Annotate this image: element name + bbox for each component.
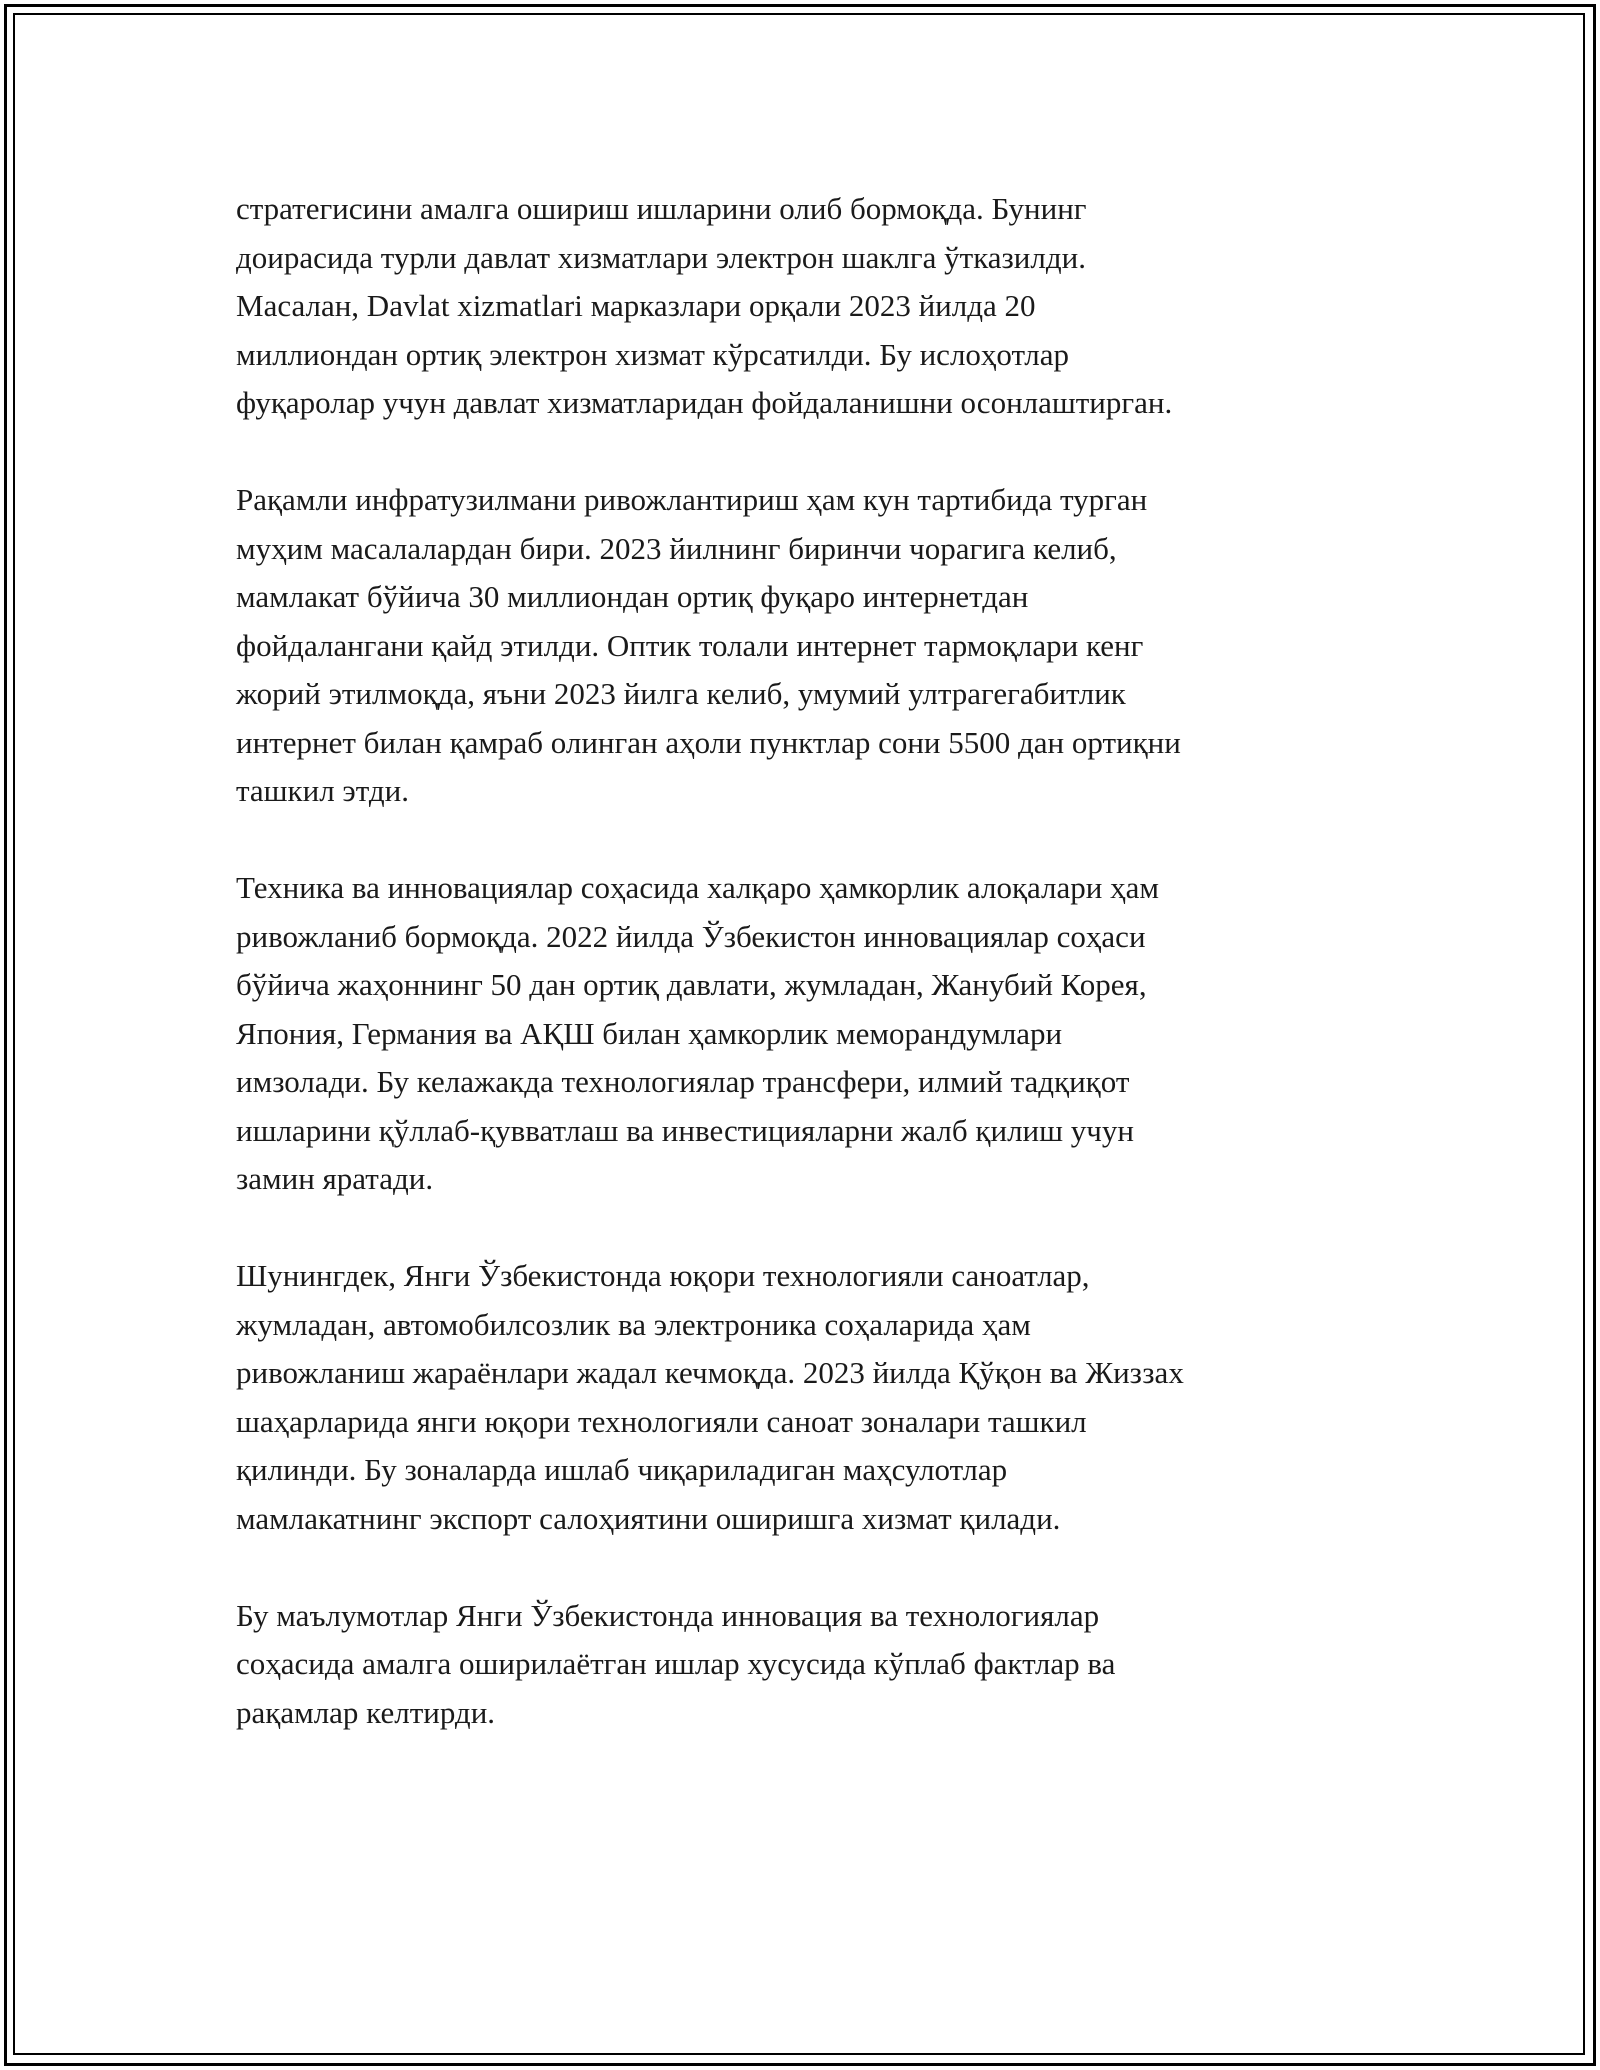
text-line: Шунингдек, Янги Ўзбекистонда юқори технологияли саноатлар, — [236, 1258, 1090, 1293]
text-line: Япония, Германия ва АҚШ билан ҳамкорлик меморандумлари — [236, 1015, 1063, 1051]
paragraph-2 — [236, 476, 1376, 816]
text-line: фойдалангани қайд этилди. Оптик толали интернет тармоқлари кенг — [236, 627, 1144, 663]
paragraph-4 — [236, 1252, 1376, 1543]
text-line: муҳим масалалардан бири. 2023 йилнинг биринчи чорагига келиб, — [236, 530, 1117, 566]
text-line: қилинди. Бу зоналарда ишлаб чиқариладиган маҳсулотлар — [236, 1452, 1008, 1487]
text-line: соҳасида амалга оширилаётган ишлар хусусида кўплаб фактлар ва — [236, 1646, 1116, 1681]
paragraph-5 — [236, 1592, 1376, 1738]
text-line: мамлакат бўйича 30 миллиондан ортиқ фуқаро интернетдан — [236, 579, 1029, 614]
text-line: интернет билан қамраб олинган аҳоли пунктлар сони 5500 дан ортиқни — [236, 724, 1181, 760]
text-line: ривожланиб бормоқда. 2022 йилда Ўзбекистон инновациялар соҳаси — [236, 918, 1146, 954]
document-body — [236, 185, 1376, 1786]
text-line: бўйича жаҳоннинг 50 дан ортиқ давлати, жумладан, Жанубий Корея, — [236, 967, 1147, 1002]
text-line: замин яратади. — [236, 1161, 434, 1196]
text-line: мамлакатнинг экспорт салоҳиятини оширишга хизмат қилади. — [236, 1500, 1061, 1536]
text-line: рақамлар келтирди. — [236, 1694, 496, 1730]
text-line: ташкил этди. — [236, 773, 409, 808]
text-line: фуқаролар учун давлат хизматларидан фойдаланишни осонлаштирган. — [236, 385, 1173, 420]
paragraph-1 — [236, 185, 1376, 428]
text-line: жумладан, автомобилсозлик ва электроника соҳаларида ҳам — [236, 1306, 1031, 1342]
text-line: Техника ва инновациялар соҳасида халқаро ҳамкорлик алоқалари ҳам — [236, 870, 1159, 905]
text-line: шаҳарларида янги юқори технологияли саноат зоналари ташкил — [236, 1403, 1087, 1439]
text-line: доирасида турли давлат хизматлари электрон шаклга ўтказилди. — [236, 239, 1086, 275]
text-line: Масалан, Davlat xizmatlari марказлари орқали 2023 йилда 20 — [236, 288, 1036, 323]
text-line: ишларини қўллаб-қувватлаш ва инвестицияларни жалб қилиш учун — [236, 1112, 1134, 1148]
text-line: Бу маълумотлар Янги Ўзбекистонда инновация ва технологиялар — [236, 1597, 1100, 1633]
text-line: Рақамли инфратузилмани ривожлантириш ҳам кун тартибида турган — [236, 482, 1148, 517]
text-line: миллиондан ортиқ электрон хизмат кўрсатилди. Бу ислоҳотлар — [236, 336, 1070, 372]
text-line: имзолади. Бу келажакда технологиялар трансфери, илмий тадқиқот — [236, 1064, 1130, 1099]
text-line: жорий этилмоқда, яъни 2023 йилга келиб, умумий ултрагегабитлик — [236, 676, 1126, 711]
text-line: стратегисини амалга ошириш ишларини олиб бормоқда. Бунинг — [236, 191, 1087, 226]
paragraph-3 — [236, 864, 1376, 1204]
text-line: ривожланиш жараёнлари жадал кечмоқда. 2023 йилда Қўқон ва Жиззах — [236, 1355, 1184, 1390]
